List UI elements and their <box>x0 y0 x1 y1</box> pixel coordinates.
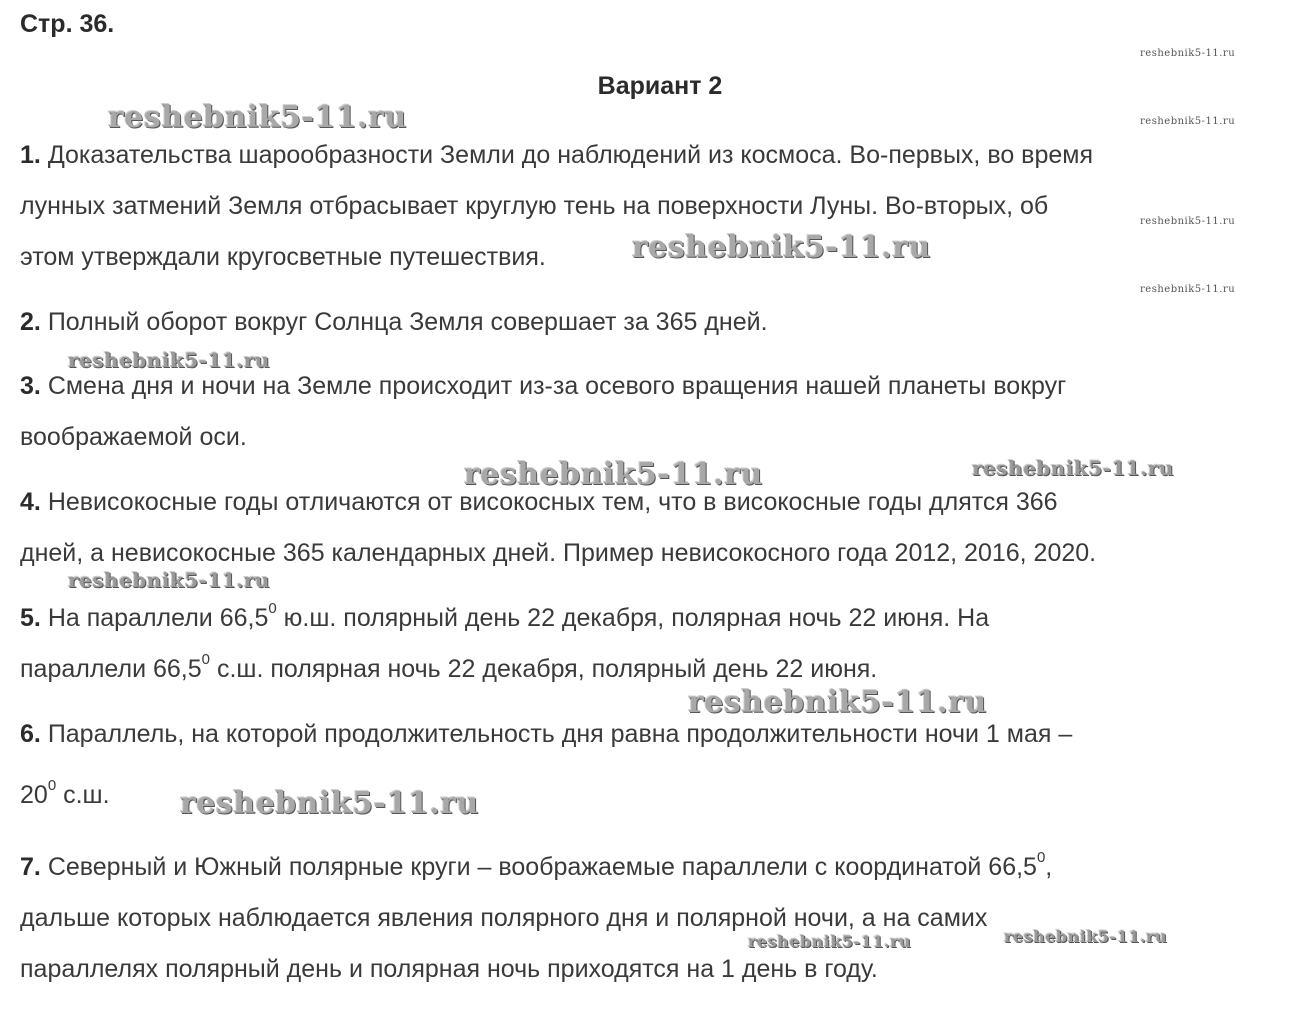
watermark: reshebnik5-11.ru <box>68 568 270 592</box>
answer-text: Параллель, на которой продолжительность дня равна продолжительности ночи 1 мая – <box>47 720 1073 748</box>
answer-text: Невисокосные годы отличаются от високосных тем, что в високосные годы длятся 366 <box>47 488 1058 516</box>
answer-5 <box>20 593 1290 695</box>
answer-3 <box>20 361 1290 463</box>
answer-number: 3. <box>20 372 41 400</box>
degree-sign: 0 <box>47 776 57 794</box>
watermark: reshebnik5-11.ru <box>1140 48 1236 59</box>
degree-sign: 0 <box>268 599 277 617</box>
watermark: reshebnik5-11.ru <box>1140 116 1236 127</box>
answer-text: с.ш. полярная ночь 22 декабря, полярный день 22 июня. <box>210 655 878 683</box>
answer-text: Доказательства шарообразности Земли до наблюдений из космоса. Во-первых, во время <box>47 141 1093 169</box>
watermark: reshebnik5-11.ru <box>108 100 407 135</box>
answer-text: лунных затмений Земля отбрасывает круглую тень на поверхности Луны. Во-вторых, об <box>20 192 1049 220</box>
answer-7 <box>20 842 1290 995</box>
answer-text: 20 <box>20 781 48 809</box>
answer-4 <box>20 477 1290 579</box>
watermark: reshebnik5-11.ru <box>632 230 931 265</box>
watermark: reshebnik5-11.ru <box>748 932 912 951</box>
watermark: reshebnik5-11.ru <box>688 685 987 720</box>
answer-text: Полный оборот вокруг Солнца Земля совершает за 365 дней. <box>47 308 768 336</box>
answer-text: ю.ш. полярный день 22 декабря, полярная ночь 22 июня. На <box>276 604 990 632</box>
answer-text: На параллели 66,5 <box>47 604 269 632</box>
answer-text: дальше которых наблюдается явления полярного дня и полярной ночи, а на самих <box>20 904 988 932</box>
answer-number: 6. <box>20 720 41 748</box>
page-label: Стр. 36. <box>20 10 115 38</box>
answer-text: параллели 66,5 <box>20 655 202 683</box>
answer-text: , <box>1045 853 1053 881</box>
answer-text: этом утверждали кругосветные путешествия. <box>20 243 546 271</box>
answer-number: 5. <box>20 604 41 632</box>
watermark: reshebnik5-11.ru <box>1004 927 1168 946</box>
answer-text: воображаемой оси. <box>20 423 247 451</box>
degree-sign: 0 <box>201 650 210 668</box>
variant-title: Вариант 2 <box>597 72 723 100</box>
answer-number: 4. <box>20 488 41 516</box>
answer-text: с.ш. <box>56 781 110 809</box>
watermark: reshebnik5-11.ru <box>972 456 1174 480</box>
answer-text: Смена дня и ночи на Земле происходит из-за осевого вращения нашей планеты вокруг <box>47 372 1067 400</box>
watermark: reshebnik5-11.ru <box>464 457 763 492</box>
answer-number: 7. <box>20 853 41 881</box>
watermark: reshebnik5-11.ru <box>68 348 270 372</box>
watermark: reshebnik5-11.ru <box>1140 216 1236 227</box>
watermark: reshebnik5-11.ru <box>1140 284 1236 295</box>
answer-text: Северный и Южный полярные круги – воображаемые параллели с координатой 66,5 <box>47 853 1037 881</box>
degree-sign: 0 <box>1036 848 1046 866</box>
answer-number: 2. <box>20 308 41 336</box>
answer-2 <box>20 297 1290 348</box>
watermark: reshebnik5-11.ru <box>180 786 479 821</box>
answer-number: 1. <box>20 141 41 169</box>
answer-text: параллелях полярный день и полярная ночь приходятся на 1 день в году. <box>20 955 878 983</box>
answer-text: дней, а невисокосные 365 календарных дней. Пример невисокосного года 2012, 2016, 2020. <box>20 539 1097 567</box>
